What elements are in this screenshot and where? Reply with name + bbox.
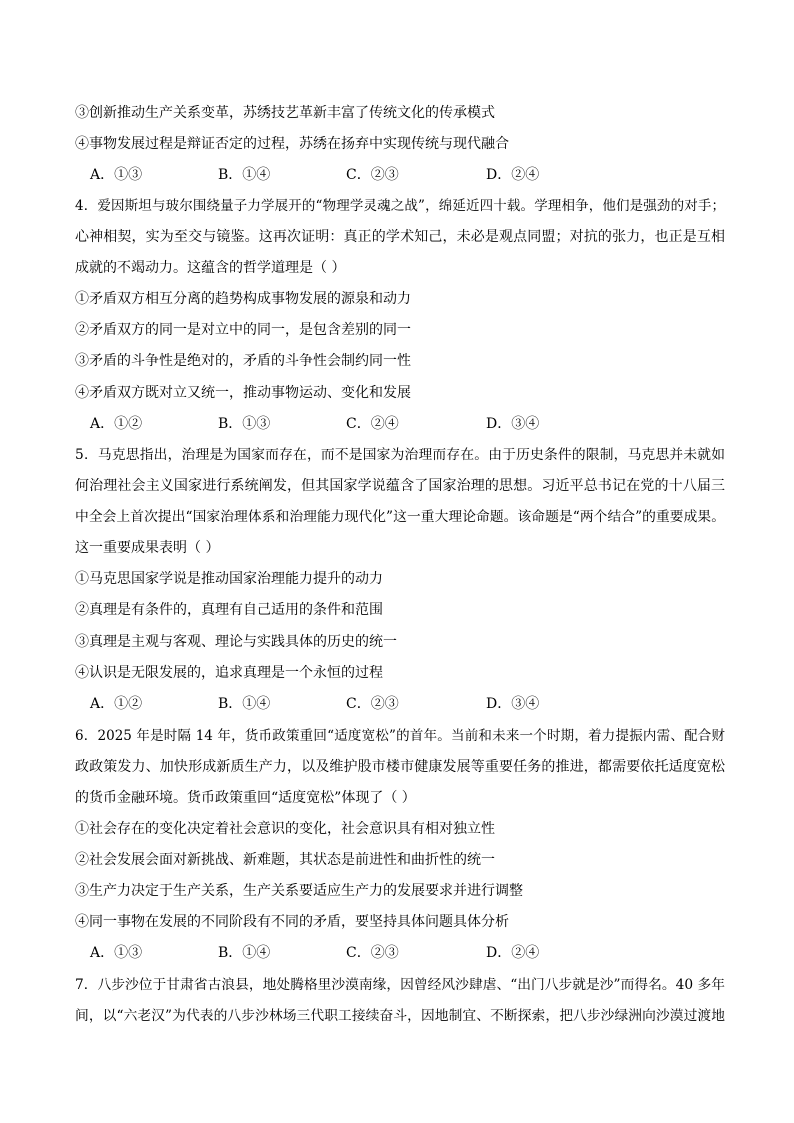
q7-stem-line-1: 7．八步沙位于甘肃省古浪县，地处腾格里沙漠南缘，因曾经风沙肆虐、“出门八步就是沙”而得名。40 多年 <box>75 977 725 993</box>
q6-options <box>90 944 730 962</box>
q4-stem-line-3: 成就的不竭动力。这蕴含的哲学道理是（ ） <box>75 260 346 276</box>
q6-option-c: C．②③ <box>346 945 399 961</box>
q5-stem-line-4: 这一重要成果表明（ ） <box>75 540 220 556</box>
q6-option-d: D．②④ <box>486 945 540 961</box>
q5-item-3: ③真理是主观与客观、理论与实践具体的历史的统一 <box>75 634 397 650</box>
q6-item-1: ①社会存在的变化决定着社会意识的变化，社会意识具有相对独立性 <box>75 821 495 837</box>
q4-item-1: ①矛盾双方相互分离的趋势构成事物发展的源泉和动力 <box>75 291 411 307</box>
q6-item-2: ②社会发展会面对新挑战、新难题，其状态是前进性和曲折性的统一 <box>75 852 495 868</box>
q5-item-1: ①马克思国家学说是推动国家治理能力提升的动力 <box>75 571 383 587</box>
q3-option-c: C．②③ <box>346 167 399 183</box>
q3-item-4: ④事物发展过程是辩证否定的过程，苏绣在扬弃中实现传统与现代融合 <box>75 136 509 152</box>
q3-option-b: B．①④ <box>218 167 271 183</box>
q5-stem-line-2: 何治理社会主义国家进行系统阐发，但其国家学说蕴含了国家治理的思想。习近平总书记在党的十八届三 <box>75 478 725 494</box>
q4-stem-line-1: 4．爱因斯坦与玻尔围绕量子力学展开的“物理学灵魂之战”，绵延近四十载。学理相争，他们是强劲的对手； <box>75 198 725 214</box>
q5-option-b: B．①④ <box>218 696 271 712</box>
q4-option-c: C．②④ <box>346 416 399 432</box>
q5-option-a: A．①② <box>90 696 143 712</box>
q5-item-4: ④认识是无限发展的，追求真理是一个永恒的过程 <box>75 665 383 681</box>
q6-item-4: ④同一事物在发展的不同阶段有不同的矛盾，要坚持具体问题具体分析 <box>75 914 509 930</box>
q3-option-a: A．①③ <box>90 167 143 183</box>
q3-option-d: D．②④ <box>486 167 540 183</box>
q6-stem-line-1: 6．2025 年是时隔 14 年，货币政策重回“适度宽松”的首年。当前和未来一个时期，着力提振内需、配合财 <box>75 728 725 744</box>
q4-option-a: A．①② <box>90 416 143 432</box>
q5-options <box>90 695 730 713</box>
q6-stem-line-3: 的货币金融环境。货币政策重回“适度宽松”体现了（ ） <box>75 790 416 806</box>
q4-options <box>90 415 730 433</box>
q4-item-4: ④矛盾双方既对立又统一，推动事物运动、变化和发展 <box>75 385 411 401</box>
q4-stem-line-2: 心神相契，实为至交与镜鉴。这再次证明：真正的学术知己，未必是观点同盟；对抗的张力，也正是互相 <box>75 229 725 245</box>
q5-option-d: D．③④ <box>486 696 540 712</box>
q5-stem-line-3: 中全会上首次提出“国家治理体系和治理能力现代化”这一重大理论命题。该命题是“两个结合”的重要成果。 <box>75 509 725 525</box>
q6-stem-line-2: 政政策发力、加快形成新质生产力，以及维护股市楼市健康发展等重要任务的推进，都需要依托适度宽松 <box>75 759 725 775</box>
q5-item-2: ②真理是有条件的，真理有自己适用的条件和范围 <box>75 602 383 618</box>
q4-option-d: D．③④ <box>486 416 540 432</box>
q7-stem-line-2: 间，以“六老汉”为代表的八步沙林场三代职工接续奋斗，因地制宜、不断探索，把八步沙绿洲向沙漠过渡地 <box>75 1008 725 1024</box>
q6-option-a: A．①③ <box>90 945 143 961</box>
q4-item-3: ③矛盾的斗争性是绝对的，矛盾的斗争性会制约同一性 <box>75 353 411 369</box>
q6-item-3: ③生产力决定于生产关系，生产关系要适应生产力的发展要求并进行调整 <box>75 883 523 899</box>
q6-option-b: B．①④ <box>218 945 271 961</box>
q4-option-b: B．①③ <box>218 416 271 432</box>
q5-option-c: C．②③ <box>346 696 399 712</box>
q3-item-3: ③创新推动生产关系变革，苏绣技艺革新丰富了传统文化的传承模式 <box>75 105 495 121</box>
q5-stem-line-1: 5．马克思指出，治理是为国家而存在，而不是国家为治理而存在。由于历史条件的限制，马克思并未就如 <box>75 447 725 463</box>
q3-options <box>90 166 730 184</box>
q4-item-2: ②矛盾双方的同一是对立中的同一，是包含差别的同一 <box>75 322 411 338</box>
